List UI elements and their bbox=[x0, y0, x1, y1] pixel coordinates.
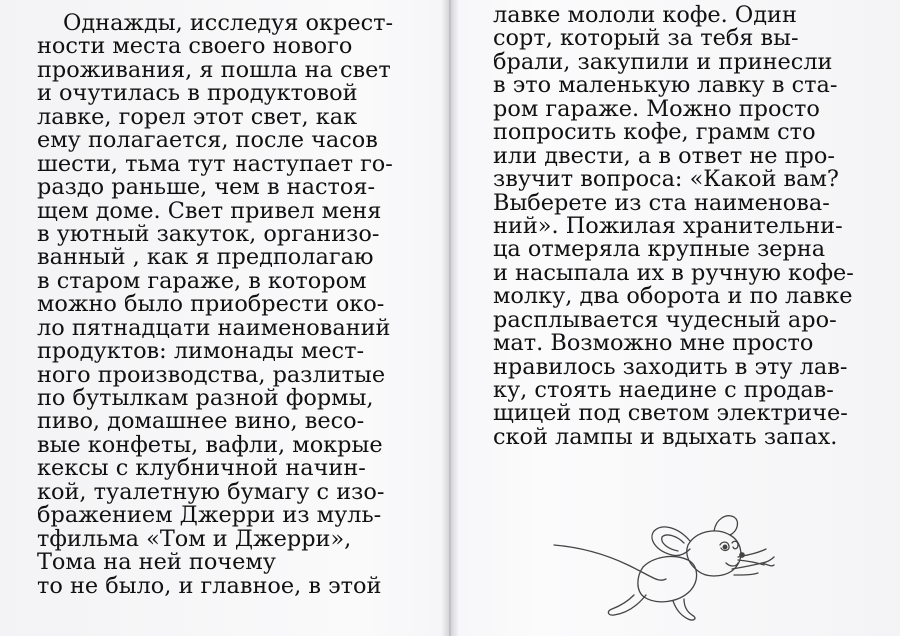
text-line: мат. Возможно мне просто bbox=[493, 330, 814, 357]
text-line: пиво, домашнее вино, весо- bbox=[37, 408, 365, 435]
text-line: тфильма «Том и Джерри», bbox=[37, 525, 352, 552]
left-page bbox=[0, 0, 449, 636]
text-line: в уютный закуток, организо- bbox=[37, 220, 380, 247]
text-line: то не было, и главное, в этой bbox=[37, 572, 382, 599]
text-line: сорт, который за тебя вы- bbox=[493, 25, 799, 52]
text-line: можно было приобрести око- bbox=[37, 291, 385, 318]
text-line: вые конфеты, вафли, мокрые bbox=[37, 431, 383, 458]
text-line: ца отмеряла крупные зерна bbox=[493, 236, 826, 263]
left-page-text bbox=[37, 12, 393, 598]
text-line: ванный , как я предполагаю bbox=[37, 244, 374, 271]
text-line: по бутылкам разной формы, bbox=[37, 385, 374, 411]
text-line: расплывается чудесный аро- bbox=[493, 306, 837, 333]
text-line: и насыпала их в ручную кофе- bbox=[493, 259, 854, 286]
text-line: лавке мололи кофе. Один bbox=[493, 2, 797, 28]
text-line: Выберете из ста наименова- bbox=[493, 189, 830, 216]
text-line: в это маленькую лавку в ста- bbox=[493, 72, 838, 99]
text-line: ло пятнадцати наименований bbox=[37, 314, 391, 341]
text-line: шести, тьма тут наступает го- bbox=[37, 150, 393, 177]
text-line: лавке, горел этот свет, как bbox=[37, 103, 358, 130]
text-line: ром гараже. Можно просто bbox=[493, 95, 820, 122]
text-line: ему полагается, после часов bbox=[37, 127, 378, 154]
text-line: бражением Джерри из муль- bbox=[37, 502, 382, 529]
text-line: нравилось заходить в эту лав- bbox=[493, 353, 848, 380]
text-line: попросить кофе, грамм сто bbox=[493, 119, 816, 146]
text-line: или двести, а в ответ не про- bbox=[493, 142, 835, 169]
text-line: щем доме. Свет привел меня bbox=[37, 197, 382, 224]
text-line: Тома на ней почему bbox=[37, 549, 276, 576]
text-line: ности места своего нового bbox=[37, 33, 353, 60]
text-line: ного производства, разлитые bbox=[37, 361, 386, 388]
text-line: Однажды, исследуя окрест- bbox=[63, 10, 394, 36]
text-line: раздо раньше, чем в настоя- bbox=[37, 174, 376, 201]
text-line: ку, стоять наедине с продав- bbox=[493, 377, 834, 403]
text-line: продуктов: лимонады мест- bbox=[37, 338, 365, 365]
text-line: ний». Пожилая хранительни- bbox=[493, 212, 843, 239]
text-line: щицей под светом электриче- bbox=[493, 400, 848, 427]
text-line: проживания, я пошла на свет bbox=[37, 56, 391, 83]
text-line: в старом гараже, в котором bbox=[37, 267, 367, 294]
text-line: брали, закупили и принесли bbox=[493, 48, 833, 75]
text-line: кой, туалетную бумагу с изо- bbox=[37, 478, 385, 505]
text-line: молку, два оборота и по лавке bbox=[493, 283, 853, 310]
text-line: кексы с клубничной начин- bbox=[37, 455, 366, 482]
right-page-text bbox=[493, 4, 854, 449]
text-line: и очутилась в продуктовой bbox=[37, 80, 358, 107]
text-line: звучит вопроса: «Какой вам? bbox=[493, 166, 839, 193]
jerry-mouse-sketch-icon bbox=[548, 505, 778, 627]
text-line: ской лампы и вдыхать запах. bbox=[493, 423, 838, 450]
